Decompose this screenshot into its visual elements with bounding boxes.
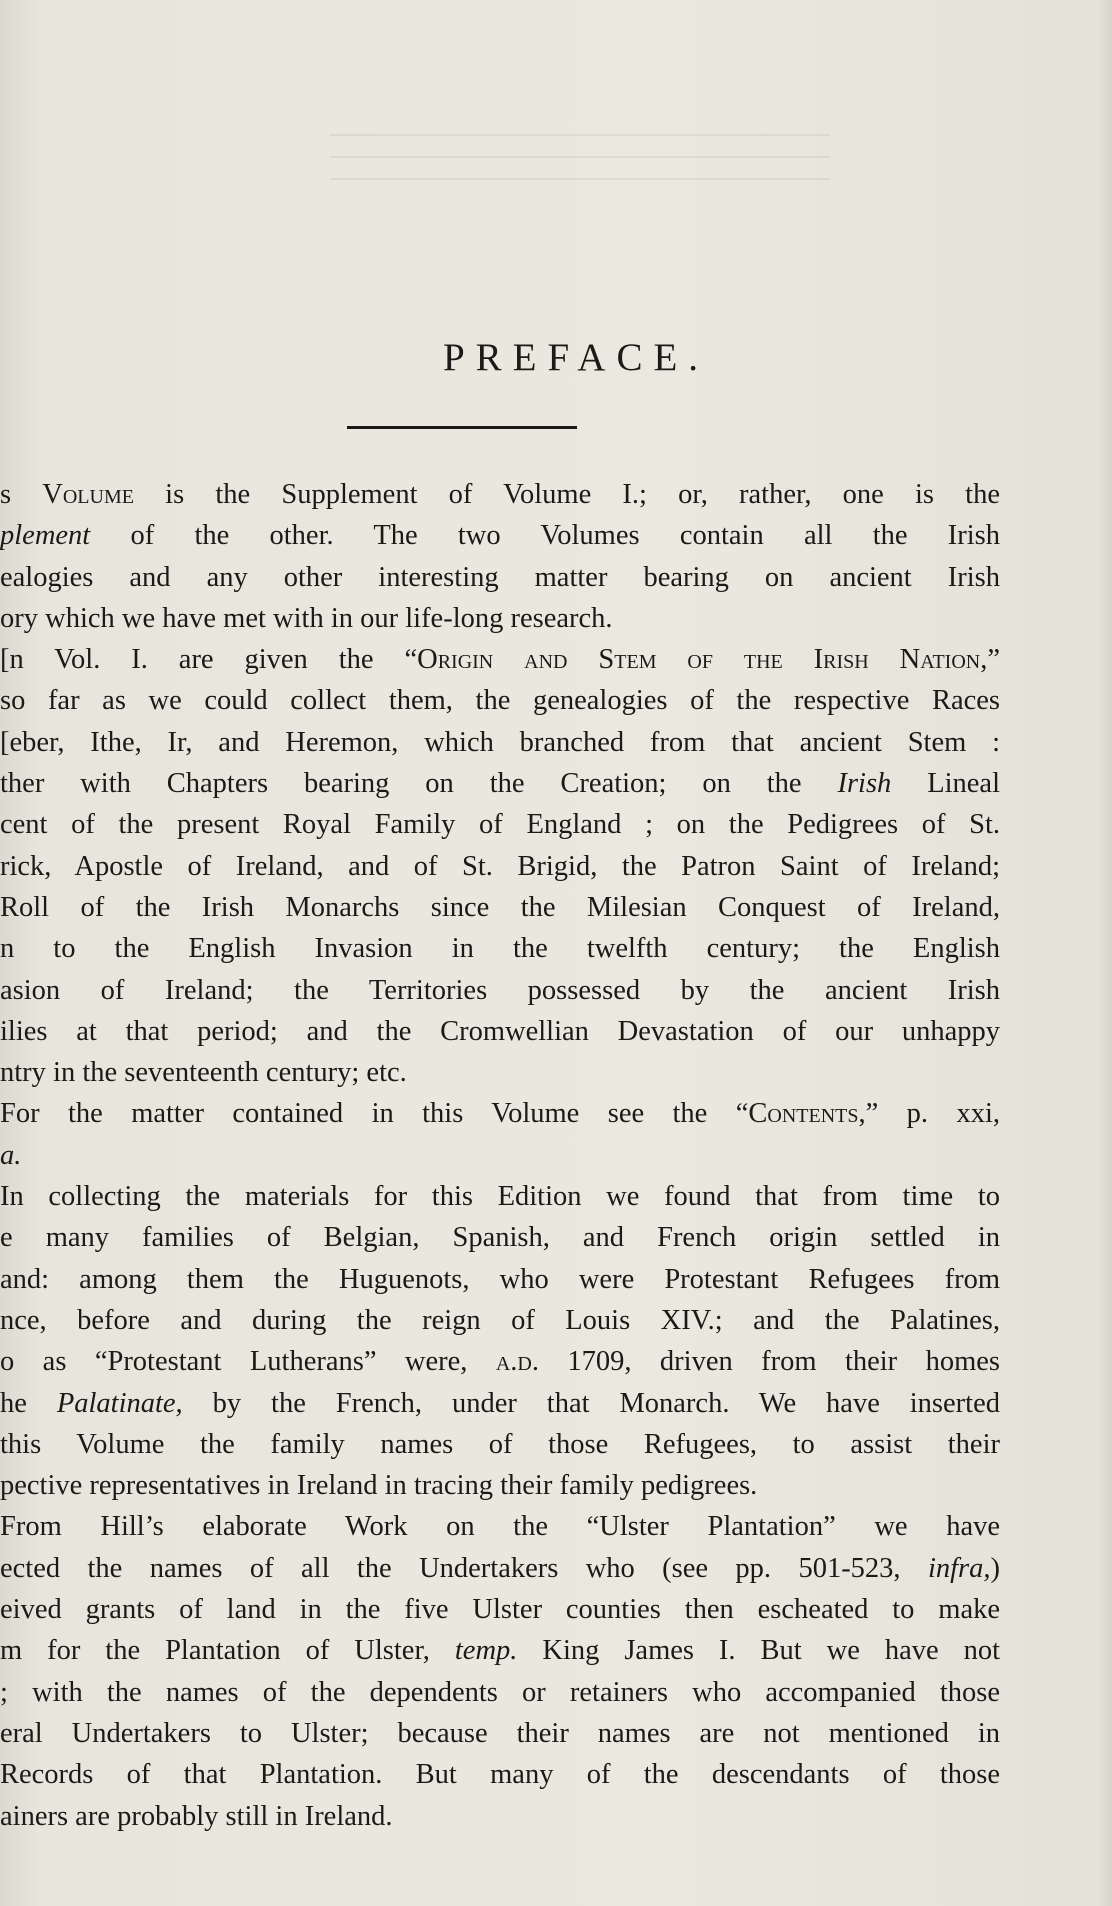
text-span: ory which we have met with in our life-long research.	[0, 602, 613, 634]
text-line	[0, 1796, 1000, 1837]
text-span: 1709, driven from their homes	[538, 1346, 1000, 1378]
text-span: temp.	[454, 1635, 518, 1667]
text-line	[0, 1672, 1000, 1713]
text-span: so far as we could collect them, the genealogies of the respective Races	[0, 685, 1000, 717]
text-line	[0, 557, 1000, 598]
text-span: asion of Ireland; the Territories possessed by the ancient Irish	[0, 974, 1000, 1006]
text-span: ainers are probably still in Ireland.	[0, 1800, 393, 1832]
text-line	[0, 1754, 1000, 1795]
text-line	[0, 1135, 1000, 1176]
text-span: eral Undertakers to Ulster; because their names are not mentioned in	[0, 1717, 1000, 1749]
text-span: ntry in the seventeenth century; etc.	[0, 1057, 407, 1089]
text-span: Contents	[748, 1098, 859, 1130]
text-span: is the Supplement of Volume I.; or, rather, one is the	[133, 479, 1000, 510]
text-span: infra,	[927, 1552, 991, 1584]
text-span: Palatinate,	[56, 1387, 183, 1419]
text-span: nce, before and during the reign of Louis XIV.; and the Palatines,	[0, 1304, 1000, 1336]
title-rule	[347, 426, 577, 429]
text-line	[0, 474, 1000, 515]
text-line	[0, 887, 1000, 928]
text-span: [n Vol. I. are given the “	[0, 644, 418, 676]
text-line	[0, 1548, 1000, 1589]
show-through-ink	[330, 120, 830, 180]
text-span: Volume	[42, 479, 134, 510]
text-span: ,” p. xxi,	[858, 1098, 1000, 1130]
text-span: ,”	[980, 644, 1000, 676]
text-line	[0, 639, 1000, 680]
text-line	[0, 1176, 1000, 1217]
text-line	[0, 1052, 1000, 1093]
text-line	[0, 1713, 1000, 1754]
text-line	[0, 722, 1000, 763]
text-line	[0, 804, 1000, 845]
text-span: For the matter contained in this Volume see the “	[0, 1098, 749, 1130]
preface-body	[0, 474, 1000, 1837]
text-line	[0, 763, 1000, 804]
page-title: PREFACE.	[442, 336, 710, 379]
text-span: by the French, under that Monarch. We have inserted	[182, 1387, 1000, 1419]
text-line	[0, 928, 1000, 969]
text-line	[0, 970, 1000, 1011]
text-span: m for the Plantation of Ulster,	[0, 1635, 455, 1667]
text-line	[0, 1506, 1000, 1547]
text-span: Irish	[837, 768, 892, 800]
text-line	[0, 1465, 1000, 1506]
text-span: Lineal	[891, 768, 1000, 800]
text-span: eived grants of land in the five Ulster counties then escheated to make	[0, 1594, 1000, 1626]
text-span: )	[990, 1552, 1000, 1584]
text-span: ealogies and any other interesting matter bearing on ancient Irish	[0, 561, 1000, 593]
text-span: n to the English Invasion in the twelfth century; the English	[0, 933, 1000, 965]
text-span: From Hill’s elaborate Work on the “Ulster Plantation” we have	[0, 1511, 1000, 1543]
text-span: Origin and Stem of the Irish Nation	[417, 644, 981, 676]
text-span: [eber, Ithe, Ir, and Heremon, which branched from that ancient Stem :	[0, 726, 1000, 758]
text-line	[0, 1424, 1000, 1465]
text-span: this Volume the family names of those Refugees, to assist their	[0, 1428, 1000, 1460]
text-span: plement	[0, 520, 91, 552]
text-span: s	[0, 479, 43, 510]
text-span: ; with the names of the dependents or retainers who accompanied those	[0, 1676, 1000, 1708]
text-span: of the other. The two Volumes contain all the Irish	[90, 520, 1000, 552]
text-line	[0, 1300, 1000, 1341]
text-line	[0, 1011, 1000, 1052]
text-span: Records of that Plantation. But many of the descendants of those	[0, 1759, 1000, 1791]
text-line	[0, 846, 1000, 887]
text-span: a.	[0, 1139, 22, 1171]
text-line	[0, 1093, 1000, 1134]
text-span: cent of the present Royal Family of England ; on the Pedigrees of St.	[0, 809, 1000, 841]
text-span: o as “Protestant Lutherans” were,	[0, 1346, 496, 1378]
text-span: pective representatives in Ireland in tracing their family pedigrees.	[0, 1470, 758, 1502]
text-span: King James I. But we have not	[517, 1635, 1000, 1667]
page-edge-shadow	[1098, 0, 1112, 1906]
text-line	[0, 1259, 1000, 1300]
text-line	[0, 598, 1000, 639]
text-line	[0, 1217, 1000, 1258]
text-span: he	[0, 1387, 57, 1419]
text-span: a.d.	[495, 1346, 539, 1378]
text-span: e many families of Belgian, Spanish, and French origin settled in	[0, 1222, 1000, 1254]
text-span: In collecting the materials for this Edition we found that from time to	[0, 1181, 1000, 1213]
text-line	[0, 680, 1000, 721]
text-span: ther with Chapters bearing on the Creation; on the	[0, 768, 838, 800]
text-line	[0, 515, 1000, 556]
text-line	[0, 1341, 1000, 1382]
text-span: and: among them the Huguenots, who were Protestant Refugees from	[0, 1263, 1000, 1295]
text-span: rick, Apostle of Ireland, and of St. Brigid, the Patron Saint of Ireland;	[0, 850, 1000, 882]
text-line	[0, 1589, 1000, 1630]
text-span: Roll of the Irish Monarchs since the Milesian Conquest of Ireland,	[0, 891, 1000, 923]
text-span: ected the names of all the Undertakers who (see pp. 501-523,	[0, 1552, 928, 1584]
text-span: ilies at that period; and the Cromwellian Devastation of our unhappy	[0, 1015, 1000, 1047]
text-line	[0, 1383, 1000, 1424]
text-line	[0, 1630, 1000, 1671]
